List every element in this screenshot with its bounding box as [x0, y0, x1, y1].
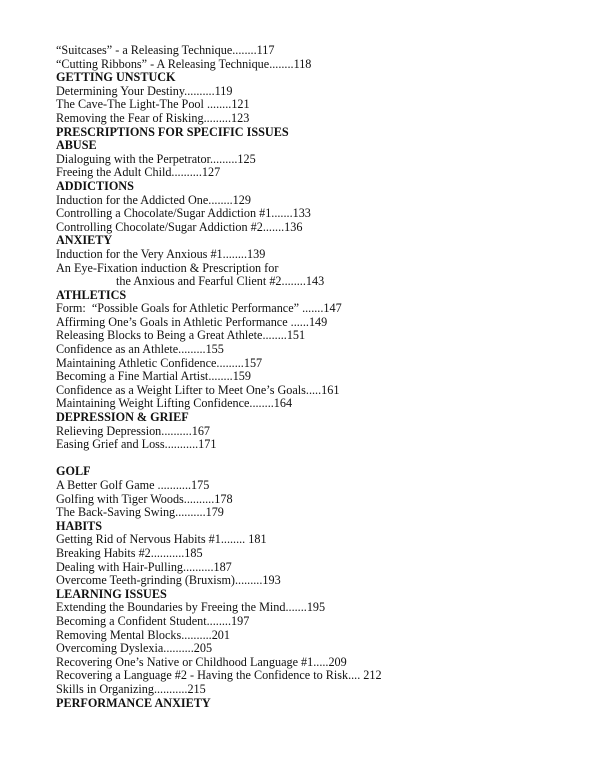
toc-entry: Golfing with Tiger Woods..........178 [56, 491, 233, 506]
section-heading: GETTING UNSTUCK [56, 70, 176, 85]
section-heading: HABITS [56, 518, 103, 533]
toc-entry: Getting Rid of Nervous Habits #1........ 181 [56, 532, 267, 547]
toc-entry: Controlling Chocolate/Sugar Addiction #2.......136 [56, 219, 303, 234]
section-heading: PERFORMANCE ANXIETY [56, 695, 211, 710]
toc-entry: “Cutting Ribbons” - A Releasing Technique........118 [56, 56, 312, 71]
toc-entry: Recovering a Language #2 - Having the Confidence to Risk.... 212 [56, 668, 382, 683]
toc-entry: Extending the Boundaries by Freeing the Mind.......195 [56, 600, 326, 615]
section-heading: LEARNING ISSUES [56, 586, 167, 601]
section-heading: PRESCRIPTIONS FOR SPECIFIC ISSUES [56, 124, 289, 139]
section-heading: DEPRESSION & GRIEF [56, 410, 189, 425]
toc-entry: Recovering One’s Native or Childhood Language #1.....209 [56, 654, 347, 669]
toc-entry: Removing Mental Blocks..........201 [56, 627, 230, 642]
toc-entry: Dealing with Hair-Pulling..........187 [56, 559, 232, 574]
toc-entry: Becoming a Confident Student........197 [56, 613, 250, 628]
toc-entry: Form: “Possible Goals for Athletic Performance” .......147 [56, 301, 342, 316]
toc-entry: “Suitcases” - a Releasing Technique........117 [56, 43, 275, 57]
section-heading: ADDICTIONS [56, 178, 134, 193]
toc-entry: An Eye-Fixation induction & Prescription for [56, 260, 279, 275]
toc-entry: The Back-Saving Swing..........179 [56, 505, 224, 520]
toc-entry: Becoming a Fine Martial Artist........159 [56, 369, 251, 384]
toc-entry: Releasing Blocks to Being a Great Athlete........151 [56, 328, 306, 343]
toc-entry: Freeing the Adult Child..........127 [56, 165, 221, 180]
toc-entry: Removing the Fear of Risking.........123 [56, 110, 250, 125]
toc-entry: Overcoming Dyslexia..........205 [56, 641, 213, 656]
toc-entry: Dialoguing with the Perpetrator.........125 [56, 151, 256, 166]
toc-entry: The Cave-The Light-The Pool ........121 [56, 97, 250, 112]
toc-entry: Overcome Teeth-grinding (Bruxism).........193 [56, 573, 281, 588]
blank-line [56, 452, 576, 466]
toc-entry: Confidence as an Athlete.........155 [56, 342, 224, 357]
toc-entry: Determining Your Destiny..........119 [56, 83, 233, 98]
toc-entry-continuation: the Anxious and Fearful Client #2........143 [116, 274, 325, 289]
section-heading: ANXIETY [56, 233, 113, 248]
toc-entry: Easing Grief and Loss...........171 [56, 437, 217, 452]
toc-entry: Relieving Depression..........167 [56, 423, 211, 438]
section-heading: ATHLETICS [56, 287, 127, 302]
toc-entry: Induction for the Very Anxious #1........139 [56, 246, 266, 261]
toc-entry: Affirming One’s Goals in Athletic Performance ......149 [56, 314, 328, 329]
toc-entry: A Better Golf Game ...........175 [56, 478, 210, 492]
toc-entry: Maintaining Weight Lifting Confidence........164 [56, 396, 293, 411]
section-heading: ABUSE [56, 138, 97, 153]
section-heading: GOLF [56, 464, 91, 479]
toc-entry: Controlling a Chocolate/Sugar Addiction #1.......133 [56, 206, 311, 221]
toc-entry: Induction for the Addicted One........129 [56, 192, 251, 207]
table-of-contents [56, 44, 576, 710]
toc-entry: Maintaining Athletic Confidence.........157 [56, 355, 263, 370]
toc-entry: Breaking Habits #2...........185 [56, 545, 203, 560]
toc-entry: Skills in Organizing...........215 [56, 681, 206, 696]
toc-entry: Confidence as a Weight Lifter to Meet One’s Goals.....161 [56, 382, 340, 397]
